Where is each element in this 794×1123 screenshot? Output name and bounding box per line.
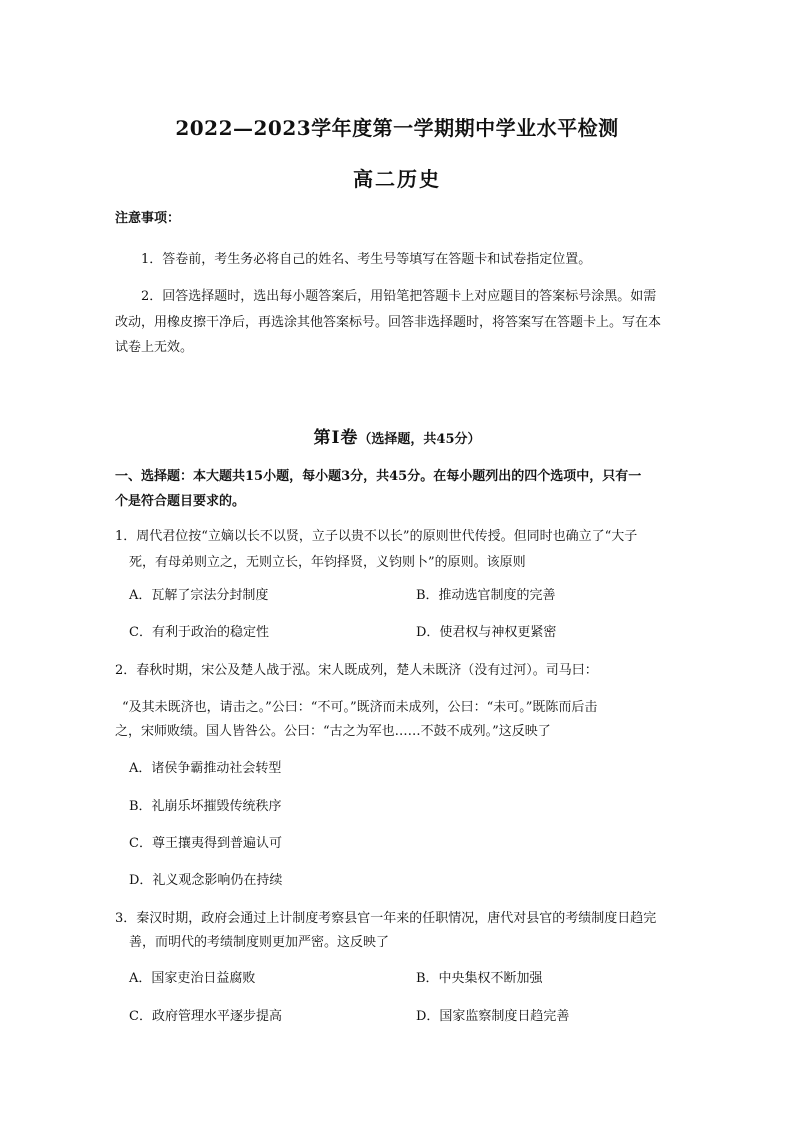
q3-stem-line-1: 3．秦汉时期，政府会通过上计制度考察县官一年来的任职情况，唐代对县官的考绩制度日趋完 — [115, 911, 657, 926]
q2-option-c: C．尊王攘夷得到普遍认可 — [129, 836, 282, 851]
q1-option-b: B．推动选官制度的完善 — [416, 588, 556, 603]
section-title-sub: （选择题，共45分） — [358, 432, 481, 447]
q1-option-a: A．瓦解了宗法分封制度 — [129, 588, 269, 603]
q2-option-a: A．诸侯争霸推动社会转型 — [129, 761, 282, 776]
notice-item-2-line-3: 试卷上无效。 — [115, 340, 194, 355]
subject-title: 高二历史 — [353, 167, 441, 191]
q3-stem-line-2: 善，而明代的考绩制度则更加严密。这反映了 — [129, 935, 390, 950]
q3-option-b: B．中央集权不断加强 — [416, 971, 543, 986]
q3-option-a: A．国家吏治日益腐败 — [129, 971, 256, 986]
q1-option-d: D．使君权与神权更紧密 — [416, 625, 557, 640]
page-title: 2022—2023学年度第一学期期中学业水平检测 — [175, 116, 619, 140]
q1-stem-line-1: 1．周代君位按“立嫡以长不以贤，立子以贵不以长”的原则世代传授。但同时也确立了“大子 — [115, 529, 638, 544]
notice-item-2-line-1: 2．回答选择题时，选出每小题答案后，用铅笔把答题卡上对应题目的答案标号涂黑。如需 — [141, 289, 657, 304]
notice-item-1: 1．答卷前，考生务必将自己的姓名、考生号等填写在答题卡和试卷指定位置。 — [141, 252, 592, 267]
section-instruction-line-1: 一、选择题：本大题共15小题，每小题3分，共45分。在每小题列出的四个选项中，只有一 — [115, 469, 642, 484]
section-title — [0, 423, 794, 448]
notice-heading: 注意事项： — [115, 211, 181, 226]
section-instruction-line-2: 个是符合题目要求的。 — [115, 494, 246, 509]
q1-stem-line-2: 死，有母弟则立之，无则立长，年钧择贤，义钧则卜”的原则。该原则 — [129, 555, 526, 570]
q2-stem-line-2: “及其未既济也，请击之。”公曰：“不可。”既济而未成列，公曰：“未可。”既陈而后击 — [122, 700, 598, 715]
q2-option-b: B．礼崩乐坏摧毁传统秩序 — [129, 799, 282, 814]
notice-item-2-line-2: 改动，用橡皮擦干净后，再选涂其他答案标号。回答非选择题时，将答案写在答题卡上。写在本 — [115, 315, 662, 330]
q3-option-c: C．政府管理水平逐步提高 — [129, 1009, 282, 1024]
q2-stem-line-1: 2．春秋时期，宋公及楚人战于泓。宋人既成列，楚人未既济（没有过河）。司马曰： — [115, 663, 598, 678]
q2-option-d: D．礼义观念影响仍在持续 — [129, 873, 283, 888]
q3-option-d: D．国家监察制度日趋完善 — [416, 1009, 570, 1024]
section-title-main: 第Ⅰ卷 — [313, 428, 359, 448]
q2-stem-line-3: 之，宋师败绩。国人皆咎公。公曰：“古之为军也……不鼓不成列。”这反映了 — [115, 724, 551, 739]
q1-option-c: C．有利于政治的稳定性 — [129, 625, 269, 640]
